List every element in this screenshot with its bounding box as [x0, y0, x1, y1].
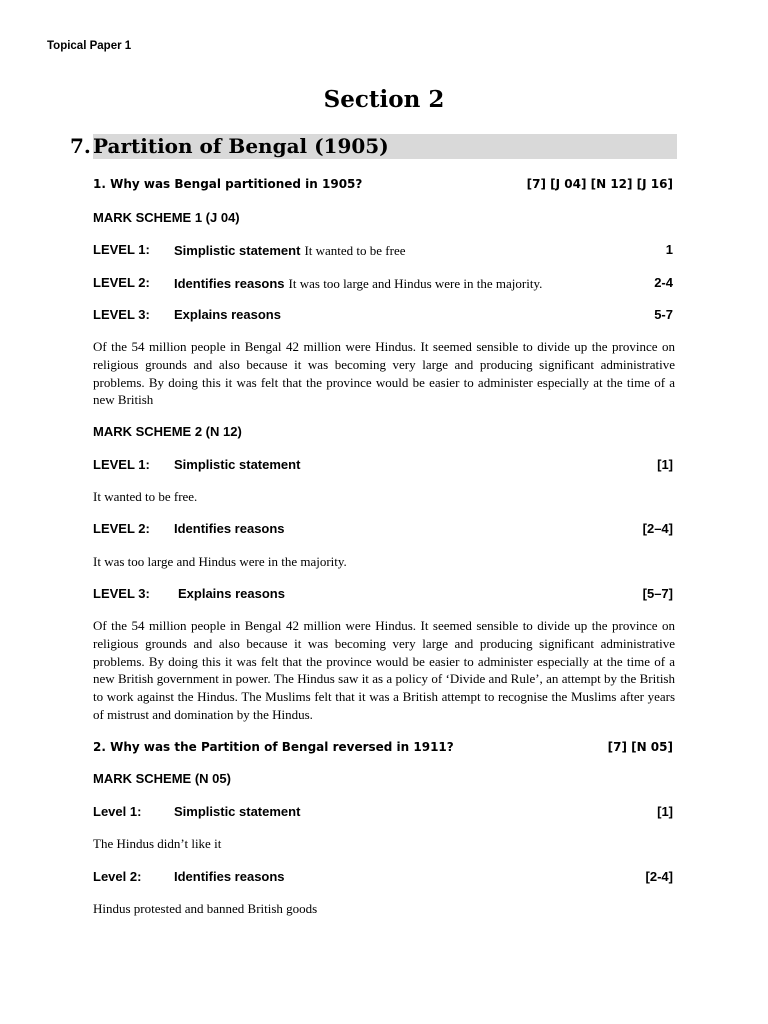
- ms1-level-3-desc: Explains reasons: [174, 307, 281, 322]
- mark-scheme-n05-heading: MARK SCHEME (N 05): [93, 771, 231, 786]
- ms1-level-2-line: [174, 275, 542, 293]
- ms2-level-3-marks: [5–7]: [642, 586, 673, 601]
- ms2-level-2-answer: It was too large and Hindus were in the majority.: [93, 554, 347, 569]
- mark-scheme-2-heading: MARK SCHEME 2 (N 12): [93, 424, 242, 439]
- ms1-level-1-marks: 1: [665, 242, 673, 257]
- question-1-text: 1. Why was Bengal partitioned in 1905?: [93, 177, 363, 191]
- ms1-level-1-desc: Simplistic statement: [174, 243, 301, 258]
- ms2-level-2-desc: Identifies reasons: [174, 521, 285, 536]
- ms1-level-1-answer: It wanted to be free: [304, 243, 406, 258]
- ms1-level-2-label: LEVEL 2:: [93, 275, 150, 290]
- page-header-label: Topical Paper 1: [47, 40, 132, 52]
- ms1-level-3-paragraph: Of the 54 million people in Bengal 42 million were Hindus. It seemed sensible to divide up the province on religious grounds and also because it was becoming very large and producing significant administrative problems. By doing this it was felt that the province would be easier to administer especially at the time of a new British: [93, 339, 675, 408]
- ms1-level-1-label: LEVEL 1:: [93, 242, 150, 257]
- ms3-level-1-desc: Simplistic statement: [174, 804, 301, 819]
- ms3-level-2-label: Level 2:: [93, 869, 142, 884]
- ms2-level-3-desc: Explains reasons: [178, 586, 285, 601]
- ms2-level-1-desc: Simplistic statement: [174, 457, 301, 472]
- ms3-level-1-label: Level 1:: [93, 804, 142, 819]
- ms1-level-2-answer: It was too large and Hindus were in the majority.: [288, 276, 543, 291]
- ms1-level-2-marks: 2-4: [654, 275, 673, 290]
- ms2-level-1-marks: [1]: [657, 457, 673, 472]
- ms2-level-1-label: LEVEL 1:: [93, 457, 150, 472]
- ms2-level-3-paragraph: Of the 54 million people in Bengal 42 million were Hindus. It seemed sensible to divide up the province on religious grounds and also because it was becoming very large and producing significant administrative problems. By doing this it was felt that the province would be easier to administer especially at the time of a new British government in power. The Hindus saw it as a policy of ‘Divide and Rule’, an attempt by the British to work against the Hindus. The Muslims felt that it was a British attempt to recognise the Muslims after years of mistrust and domination by the Hindus.: [93, 618, 675, 722]
- chapter-title: Partition of Bengal (1905): [93, 134, 389, 158]
- ms1-level-3-label: LEVEL 3:: [93, 307, 150, 322]
- ms2-level-1-answer: It wanted to be free.: [93, 489, 198, 504]
- question-2-text: 2. Why was the Partition of Bengal reversed in 1911?: [93, 740, 454, 754]
- ms3-level-2-answer: Hindus protested and banned British goods: [93, 901, 318, 916]
- ms1-level-3-marks: 5-7: [654, 307, 673, 322]
- ms3-level-1-answer: The Hindus didn’t like it: [93, 836, 222, 851]
- mark-scheme-1-heading: MARK SCHEME 1 (J 04): [93, 210, 240, 225]
- ms3-level-2-desc: Identifies reasons: [174, 869, 285, 884]
- question-2-marks: [7] [N 05]: [607, 740, 673, 754]
- section-title: Section 2: [323, 86, 445, 113]
- ms2-level-3-label: LEVEL 3:: [93, 586, 150, 601]
- ms1-level-1-line: [174, 242, 406, 260]
- ms3-level-2-marks: [2-4]: [645, 869, 673, 884]
- question-1-marks: [7] [J 04] [N 12] [J 16]: [526, 177, 673, 191]
- ms3-level-1-marks: [1]: [657, 804, 673, 819]
- ms1-level-2-desc: Identifies reasons: [174, 276, 285, 291]
- ms2-level-2-label: LEVEL 2:: [93, 521, 150, 536]
- ms2-level-2-marks: [2–4]: [642, 521, 673, 536]
- chapter-number: 7.: [70, 134, 91, 158]
